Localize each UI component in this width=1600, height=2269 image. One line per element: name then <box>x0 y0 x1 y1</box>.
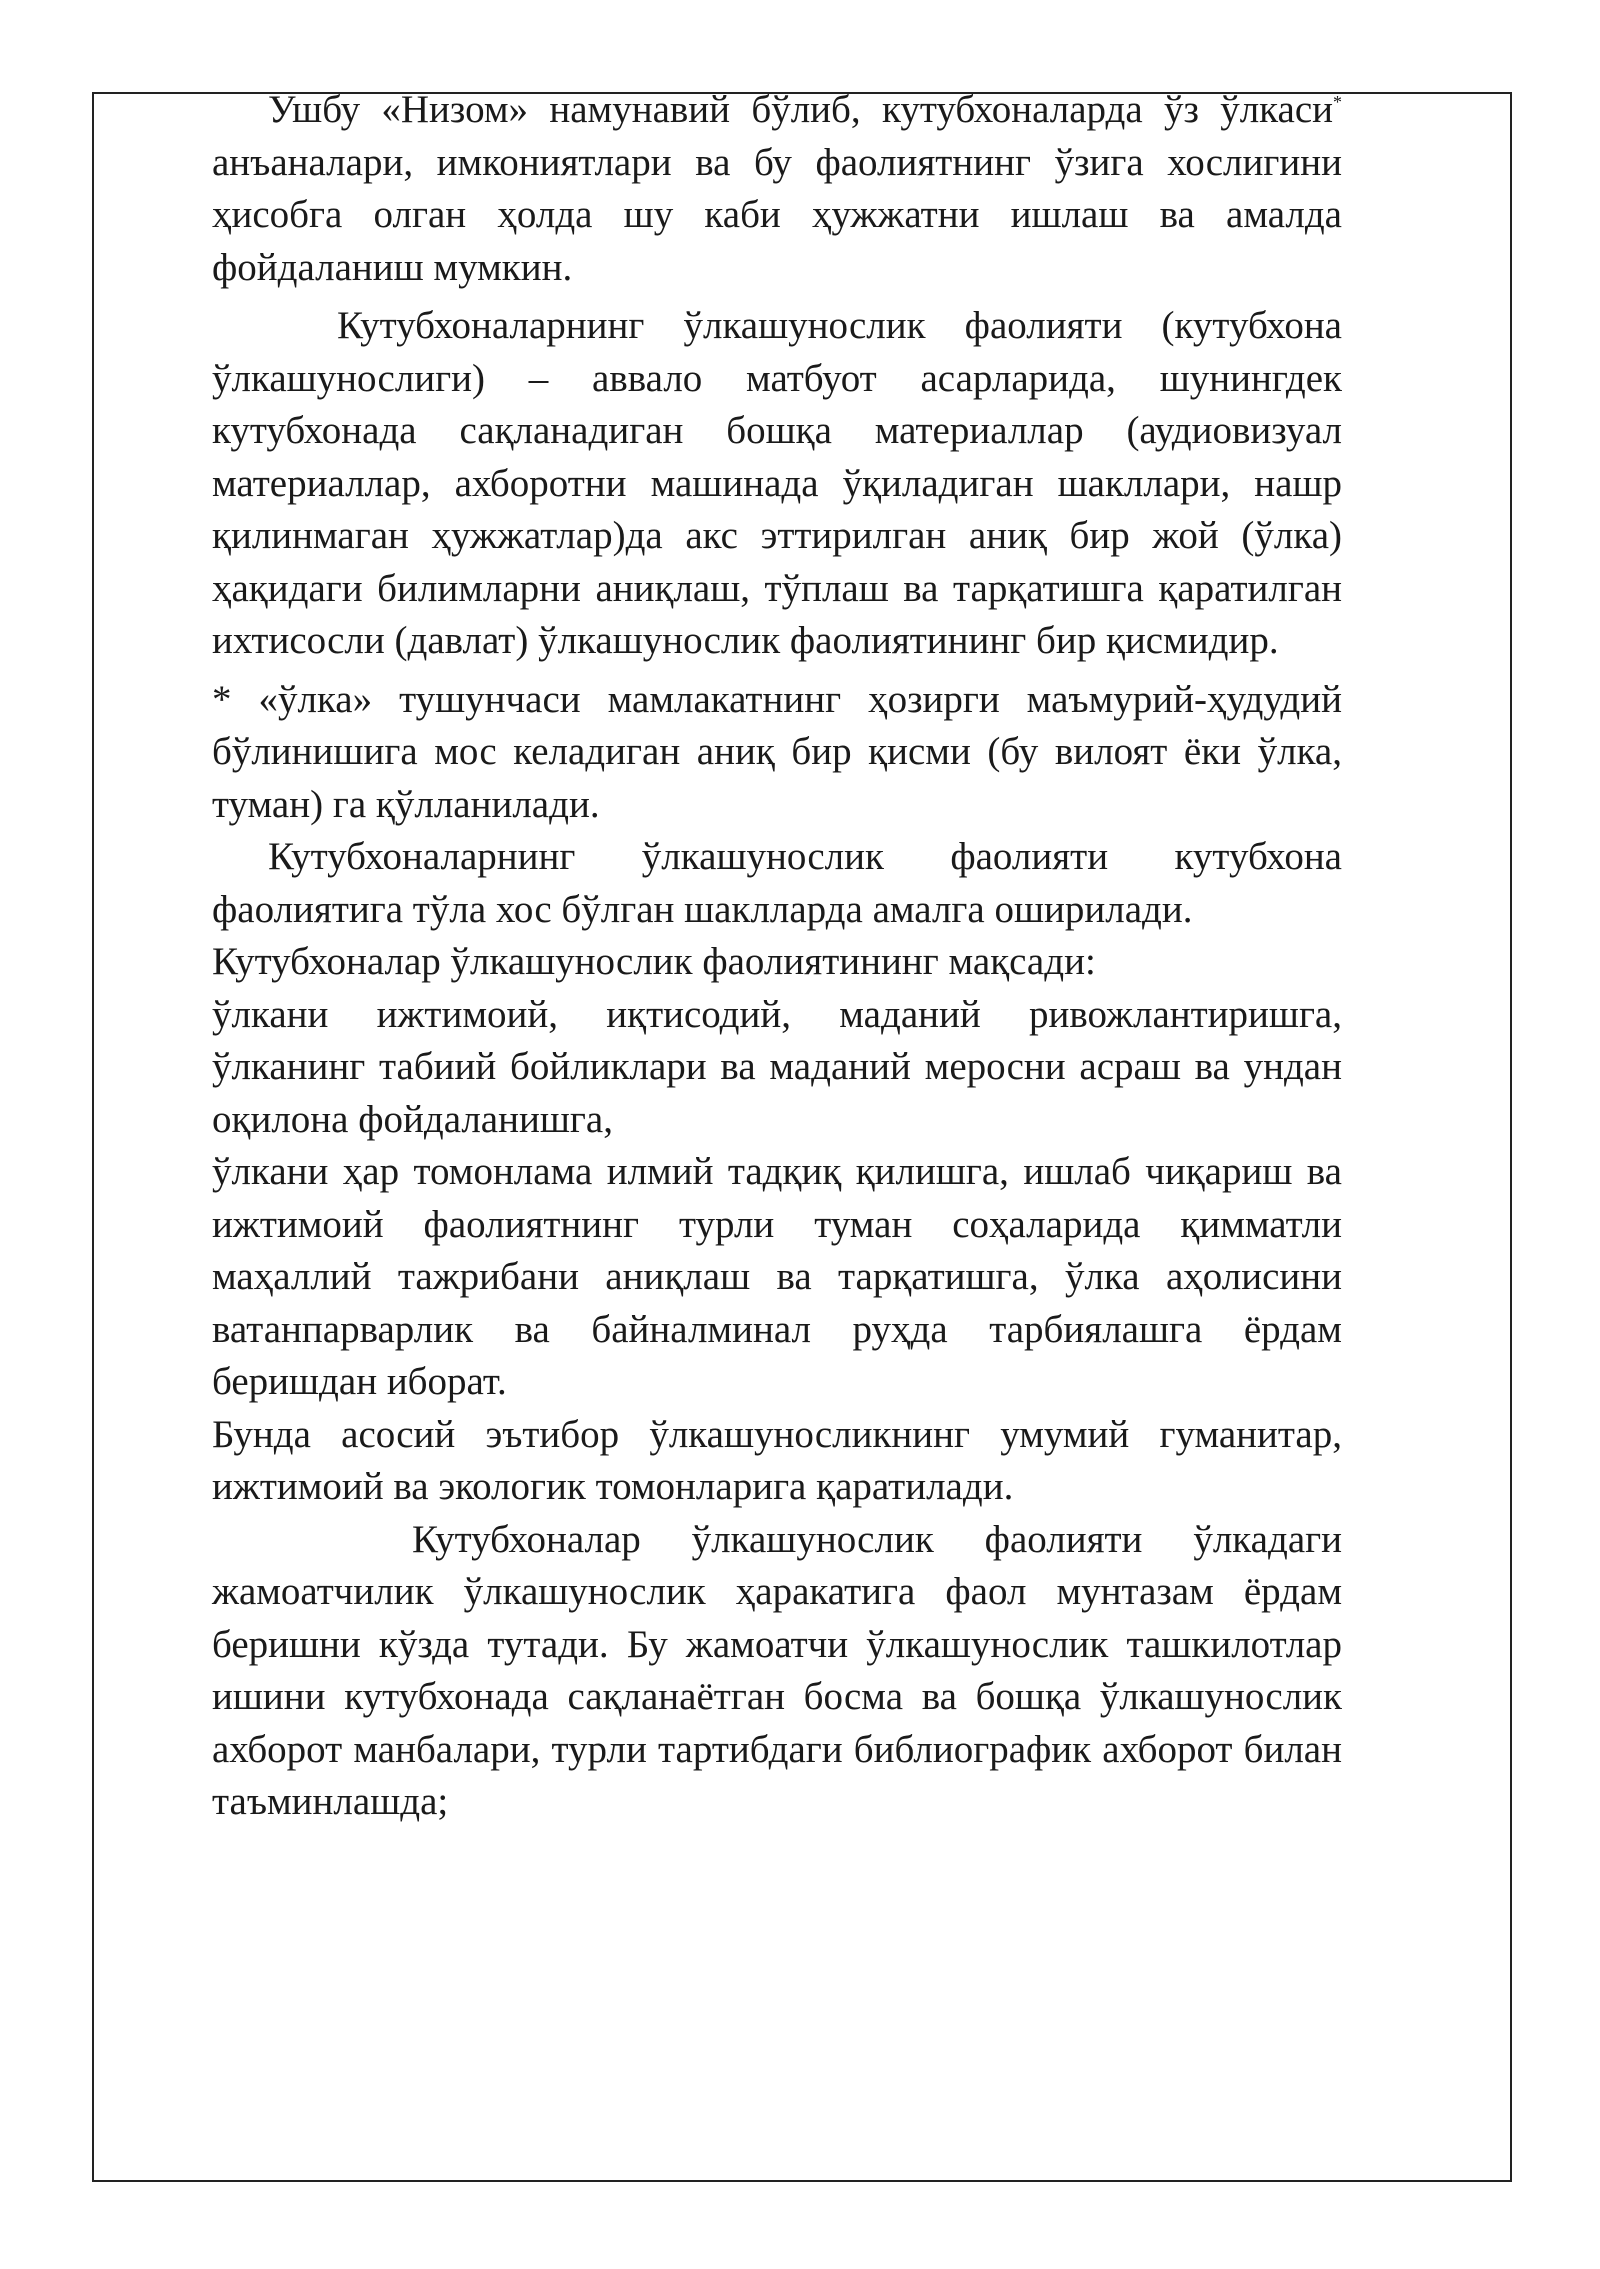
paragraph-goal-heading: Кутубхоналар ўлкашунослик фаолиятининг мақсади: <box>212 940 1096 983</box>
footnote-text: * «ўлка» тушунчаси мамлакатнинг ҳозирги маъмурий-ҳудудий бўлинишига мос келадиган аниқ бир қисми (бу вилоят ёки ўлка, туман) га қўлланилади. <box>212 677 1342 826</box>
paragraph-forms: Кутубхоналарнинг ўлкашунослик фаолияти кутубхона фаолиятига тўла хос бўлган шаклларда амалга оширилади. <box>212 835 1342 931</box>
paragraph-focus: Бунда асосий эътибор ўлкашуносликнинг умумий гуманитар, ижтимоий ва экологик томонларига қаратилади. <box>212 1412 1342 1508</box>
paragraph-intro-text: Ушбу «Низом» намунавий бўлиб, кутубхоналарда ўз ўлкаси <box>268 88 1333 131</box>
document-body <box>212 84 1342 1829</box>
paragraph-support: Кутубхоналар ўлкашунослик фаолияти ўлкадаги жамоатчилик ўлкашунослик ҳаракатига фаол мунтазам ёрдам беришни кўзда тутади. Бу жамоатчи ўлкашунослик ташкилотлар ишини кутубхонада сақланаётган босма ва бошқа ўлкашунослик ахборот манбалари, турли тартибдаги библиографик ахборот билан таъминлашда; <box>212 1517 1342 1823</box>
paragraph-intro <box>212 84 1342 294</box>
paragraph-goal-2: ўлкани ҳар томонлама илмий тадқиқ қилишга, ишлаб чиқариш ва ижтимоий фаолиятнинг турли туман соҳаларида қимматли маҳаллий тажрибани аниқлаш ва тарқатишга, ўлка аҳолисини ватанпарварлик ва байналминал руҳда тарбиялашга ёрдам беришдан иборат. <box>212 1150 1342 1403</box>
paragraph-goal-1: ўлкани ижтимоий, иқтисодий, маданий ривожлантиришга, ўлканинг табиий бойликлари ва маданий меросни асраш ва ундан оқилона фойдаланишга, <box>212 992 1342 1141</box>
paragraph-intro-text-end: анъаналари, имкониятлари ва бу фаолиятнинг ўзига хослигини ҳисобга олган ҳолда шу каби ҳужжатни ишлаш ва амалда фойдаланиш мумкин. <box>212 140 1342 289</box>
paragraph-definition: Кутубхоналарнинг ўлкашунослик фаолияти (кутубхона ўлкашунослиги) – аввало матбуот асарларида, шунингдек кутубхонада сақланадиган бошқа материаллар (аудиовизуал материаллар, ахборотни машинада ўқиладиган шакллари, нашр қилинмаган ҳужжатлар)да акс эттирилган аниқ бир жой (ўлка) ҳақидаги билимларни аниқлаш, тўплаш ва тарқатишга қаратилган ихтисосли (давлат) ўлкашунослик фаолиятининг бир қисмидир. <box>212 304 1342 662</box>
footnote-marker: * <box>1333 92 1342 112</box>
